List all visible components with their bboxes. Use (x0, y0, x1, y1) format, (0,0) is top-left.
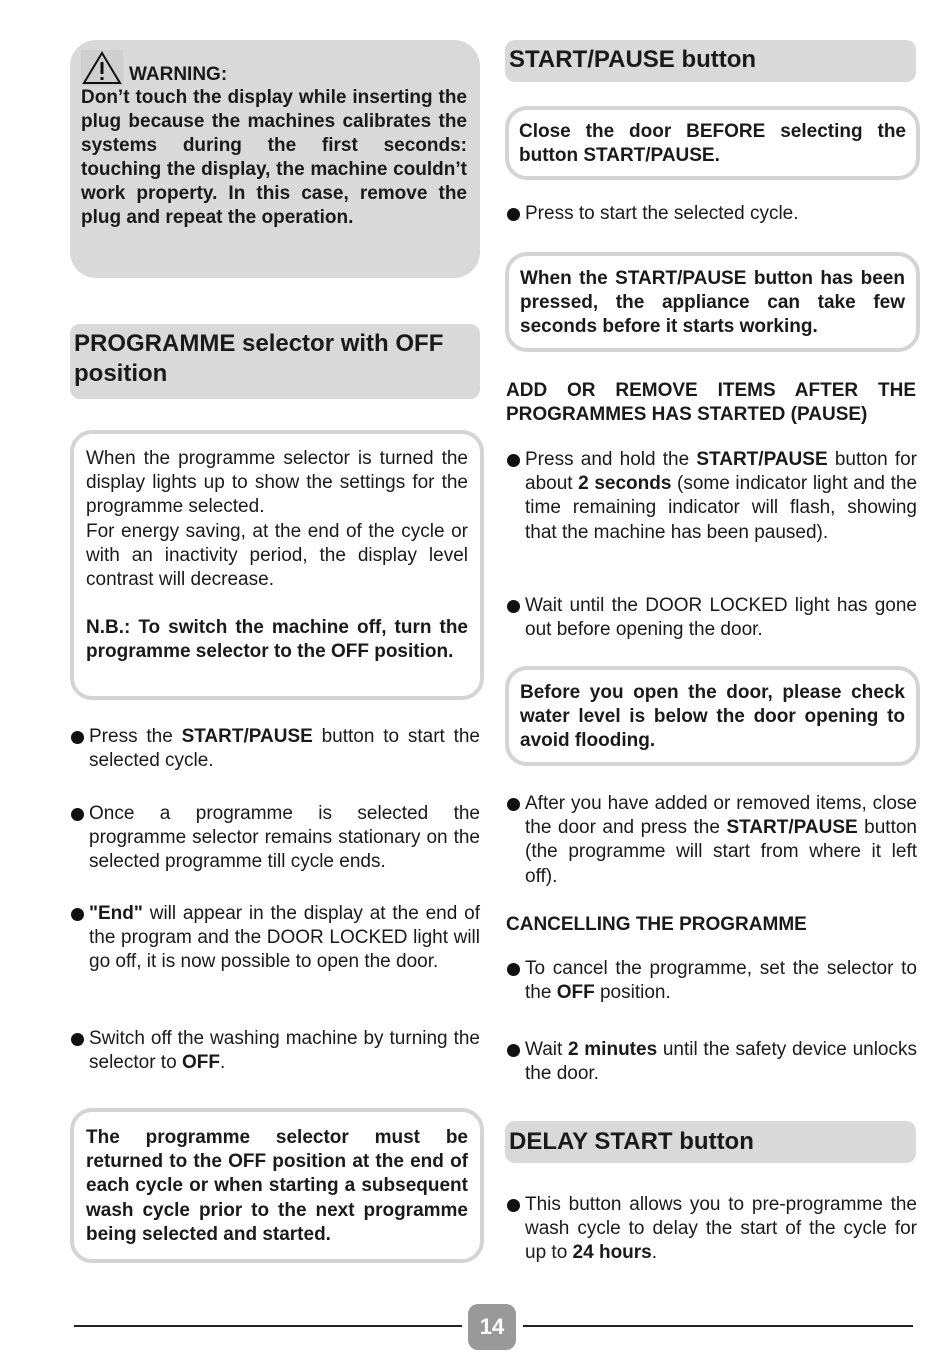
page-number: 14 (468, 1304, 516, 1350)
programme-selector-heading: PROGRAMME selector with OFF position (70, 324, 480, 399)
start-delay-note: When the START/PAUSE button has been pressed, the appliance can take few seconds before it starts working. (520, 268, 905, 338)
list-item: Press the START/PAUSE button to start the selected cycle. (71, 725, 480, 773)
bullet-icon (507, 963, 520, 976)
water-level-note-box (505, 666, 920, 766)
programme-nb-note: N.B.: To switch the machine off, turn the programme selector to the OFF position. (86, 617, 468, 663)
off-position-note: The programme selector must be returned to the OFF position at the end of each cycle or when starting a subsequent wash cycle prior to the next programme being selected and started. (86, 1127, 468, 1245)
list-item: Wait 2 minutes until the safety device unlocks the door. (507, 1038, 917, 1086)
list-item: "End" will appear in the display at the end of the program and the DOOR LOCKED light will go off, it is now possible to open the door. (71, 902, 480, 975)
bullet-icon (507, 798, 520, 811)
start-pause-heading: START/PAUSE button (505, 40, 916, 82)
list-item: Press and hold the START/PAUSE button for about 2 seconds (some indicator light and the time remaining indicator will flash, showing that the machine has been paused). (507, 448, 917, 545)
list-item: Press to start the selected cycle. (507, 202, 917, 226)
bullet-icon (71, 731, 84, 744)
bullet-icon (71, 908, 84, 921)
bullet-icon (507, 1199, 520, 1212)
programme-info-p2: For energy saving, at the end of the cycle or with an inactivity period, the display level contrast will decrease. (86, 520, 468, 591)
bullet-icon (507, 454, 520, 467)
start-delay-note-box (505, 252, 920, 352)
list-item: Once a programme is selected the programme selector remains stationary on the selected programme till cycle ends. (71, 802, 480, 875)
bullet-icon (507, 1044, 520, 1057)
close-door-note: Close the door BEFORE selecting the button START/PAUSE. (519, 121, 906, 167)
delay-start-heading: DELAY START button (505, 1121, 916, 1163)
programme-info-p1: When the programme selector is turned the display lights up to show the settings for the programme selected. (86, 448, 468, 518)
list-item: This button allows you to pre-programme the wash cycle to delay the start of the cycle for up to 24 hours. (507, 1193, 917, 1266)
close-door-note-box (505, 106, 920, 180)
list-item: Wait until the DOOR LOCKED light has gone out before opening the door. (507, 594, 917, 642)
warning-triangle-icon (81, 50, 123, 86)
off-position-note-box (70, 1108, 484, 1263)
warning-title: WARNING: (129, 64, 228, 85)
list-item: After you have added or removed items, close the door and press the START/PAUSE button (the programme will start from where it left off). (507, 792, 917, 889)
water-level-note: Before you open the door, please check water level is below the door opening to avoid flooding. (520, 682, 905, 752)
bullet-icon (507, 208, 520, 221)
cancel-heading: CANCELLING THE PROGRAMME (506, 914, 807, 935)
footer-rule-left (74, 1325, 462, 1327)
programme-info-box (70, 430, 484, 700)
warning-box (70, 40, 480, 278)
warning-header (81, 50, 467, 86)
bullet-icon (71, 1033, 84, 1046)
add-remove-heading: ADD OR REMOVE ITEMS AFTER THE PROGRAMMES HAS STARTED (PAUSE) (506, 380, 916, 425)
bullet-icon (71, 808, 84, 821)
list-item: Switch off the washing machine by turning the selector to OFF. (71, 1027, 480, 1075)
warning-text: Don’t touch the display while inserting the plug because the machines calibrates the systems during the first seconds: touching the display, the machine couldn’t work property. In this case, remove the plug and repeat the operation. (81, 87, 467, 228)
bullet-icon (507, 600, 520, 613)
list-item: To cancel the programme, set the selector to the OFF position. (507, 957, 917, 1005)
footer-rule-right (523, 1325, 913, 1327)
